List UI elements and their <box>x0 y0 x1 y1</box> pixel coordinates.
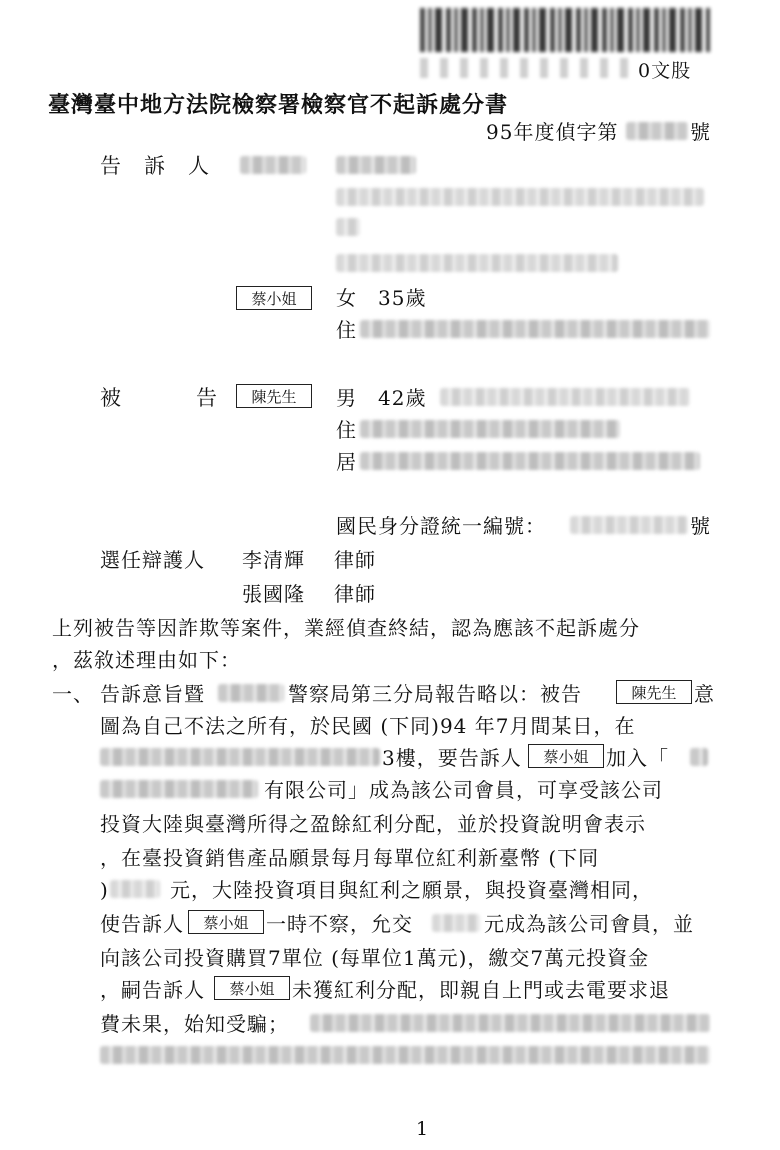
complainant-address-redacted-1 <box>336 188 704 206</box>
barcode-digits-redacted <box>420 58 630 78</box>
case-number-prefix: 95年度偵字第 <box>486 120 619 144</box>
defendant-alias-inline-1: 陳先生 <box>616 680 692 704</box>
section-1-line-7a: ) <box>100 878 109 902</box>
defendant-id-redacted <box>570 516 688 534</box>
complainant-address-redacted-2 <box>336 218 360 236</box>
complainant-rep-redacted <box>336 156 416 174</box>
complainant-address-redacted-3 <box>336 254 618 272</box>
section-1-line-5: 投資大陸與臺灣所得之盈餘紅利分配，並於投資說明會表示 <box>100 812 646 836</box>
section-1-line-2: 圖為自己不法之所有，於民國 (下同)94 年7月間某日，在 <box>100 714 636 738</box>
section-1-line-11: 費未果，始知受騙； <box>100 1012 289 1036</box>
defendant-label-right: 告 <box>196 386 218 410</box>
complainant-address-label: 住 <box>336 318 357 342</box>
lawyer-title-1: 律師 <box>334 548 376 572</box>
barcode <box>420 8 710 52</box>
continuation-redacted-2 <box>100 1046 710 1064</box>
page-number: 1 <box>416 1118 430 1140</box>
defendant-address-redacted <box>360 420 620 438</box>
section-1-line-10a: ，嗣告訴人 <box>100 978 205 1002</box>
dividend-amount-redacted <box>110 880 160 898</box>
complainant-company-redacted <box>240 156 306 174</box>
section-1-line-8c: 元成為該公司會員，並 <box>484 912 694 936</box>
case-number-suffix: 號 <box>690 120 711 144</box>
section-1-line-10b: 未獲紅利分配，即親自上門或去電要求退 <box>292 978 670 1002</box>
continuation-redacted-1 <box>310 1014 710 1032</box>
section-1-line-9: 向該公司投資購買7單位 (每單位1萬元)，繳交7萬元投資金 <box>100 946 650 970</box>
defendant-label-left: 被 <box>100 386 122 410</box>
document-title: 臺灣臺中地方法院檢察署檢察官不起訴處分書 <box>48 92 509 118</box>
doc-class: 0文股 <box>638 60 692 82</box>
defense-label: 選任辯護人 <box>100 548 205 572</box>
intro-line-1: 上列被告等因詐欺等案件，業經偵查終結，認為應該不起訴處分 <box>52 616 640 640</box>
location-redacted <box>100 748 380 766</box>
section-1-line-4: 有限公司」成為該公司會員，可享受該公司 <box>264 778 663 802</box>
company-name-redacted-a <box>690 748 708 766</box>
defendant-alias-box: 陳先生 <box>236 384 312 408</box>
defendant-id-suffix: 號 <box>690 514 711 538</box>
section-1-line-8a: 使告訴人 <box>100 912 184 936</box>
membership-fee-redacted <box>432 914 480 932</box>
company-name-redacted-b <box>100 780 258 798</box>
intro-line-2: ，茲敘述理由如下： <box>52 648 241 672</box>
complainant-alias-inline-1: 蔡小姐 <box>528 744 604 768</box>
complainant-alias-box: 蔡小姐 <box>236 286 312 310</box>
defendant-address-label: 住 <box>336 418 357 442</box>
complainant-alias-inline-2: 蔡小姐 <box>188 910 264 934</box>
section-1-line-1a: 告訴意旨暨 <box>100 682 205 706</box>
police-city-redacted <box>218 684 284 702</box>
section-1-line-7b: 元，大陸投資項目與紅利之願景，與投資臺灣相同， <box>170 878 653 902</box>
lawyer-title-2: 律師 <box>334 582 376 606</box>
case-number-redacted <box>626 122 688 140</box>
lawyer-name-2: 張國隆 <box>242 582 305 606</box>
section-1-line-6: ，在臺投資銷售產品願景每月每單位紅利新臺幣 (下同 <box>100 846 600 870</box>
section-1-number: 一、 <box>52 682 94 706</box>
defendant-sex-age: 男 42歲 <box>336 386 427 410</box>
section-1-line-3b: 加入「 <box>606 746 669 770</box>
section-1-line-1b: 警察局第三分局報告略以：被告 <box>288 682 582 706</box>
section-1-line-1c: 意 <box>694 682 715 706</box>
complainant-sex-age: 女 35歲 <box>336 286 427 310</box>
defendant-occupation-redacted <box>440 388 690 406</box>
complainant-address-redacted <box>360 320 710 338</box>
complainant-alias-inline-3: 蔡小姐 <box>214 976 290 1000</box>
defendant-id-label: 國民身分證統一編號： <box>336 514 546 538</box>
defendant-residence-label: 居 <box>336 450 357 474</box>
lawyer-name-1: 李清輝 <box>242 548 305 572</box>
section-1-line-8b: 一時不察，允交 <box>266 912 413 936</box>
section-1-line-3a: 3樓，要告訴人 <box>382 746 522 770</box>
defendant-residence-redacted <box>360 452 700 470</box>
complainant-label: 告 訴 人 <box>100 154 210 178</box>
